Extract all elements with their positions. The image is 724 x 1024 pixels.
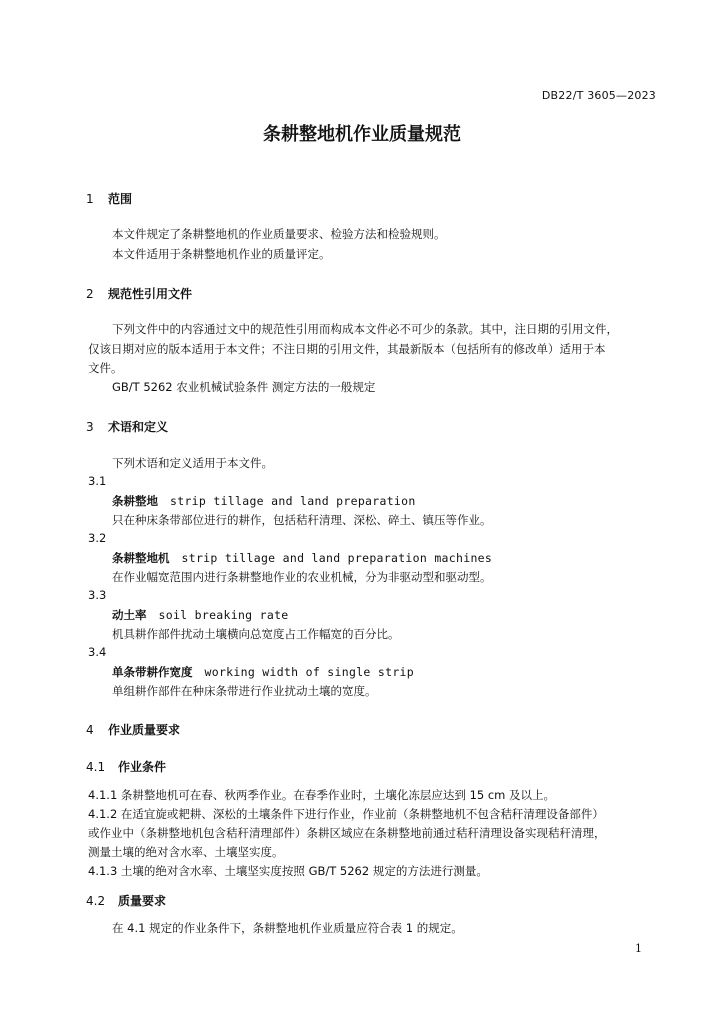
term-number: 3.1 xyxy=(88,474,107,488)
normative-ref-line-1: 下列文件中的内容通过文中的规范性引用而构成本文件必不可少的条款。其中，注日期的引用文件， xyxy=(112,322,618,336)
term-heading xyxy=(112,550,492,566)
term-english: working width of single strip xyxy=(204,665,414,679)
term-definition: 单组耕作部件在种床条带进行作业扰动土壤的宽度。 xyxy=(112,684,377,698)
term-chinese: 条耕整地 xyxy=(112,494,158,508)
term-definition: 机具耕作部件扰动土壤横向总宽度占工作幅宽的百分比。 xyxy=(112,627,400,641)
section-title: 范围 xyxy=(108,192,133,206)
quality-requirement-paragraph: 在 4.1 规定的作业条件下，条耕整地机作业质量应符合表 1 的规定。 xyxy=(112,921,463,935)
page-number: 1 xyxy=(635,942,642,955)
section-number: 4 xyxy=(86,723,94,737)
scope-paragraph-1: 本文件规定了条耕整地机的作业质量要求、检验方法和检验规则。 xyxy=(112,227,446,241)
reference-document: GB/T 5262 农业机械试验条件 测定方法的一般规定 xyxy=(112,380,376,394)
term-number: 3.4 xyxy=(88,645,107,659)
clause-4-1-2-line-2: 或作业中（条耕整地机包含秸秆清理部件）条耕区域应在条耕整地前通过秸秆清理设备实现秸秆清理， xyxy=(88,826,606,840)
term-english: strip tillage and land preparation machines xyxy=(181,551,493,565)
term-heading xyxy=(112,493,416,509)
document-title: 条耕整地机作业质量规范 xyxy=(263,124,461,145)
term-definition: 在作业幅宽范围内进行条耕整地作业的农业机械，分为非驱动型和驱动型。 xyxy=(112,570,492,584)
section-title: 术语和定义 xyxy=(108,420,169,434)
clause-4-1-2-line-3: 测量土壤的绝对含水率、土壤坚实度。 xyxy=(88,845,284,859)
term-chinese: 条耕整地机 xyxy=(112,551,170,565)
subsection-title: 质量要求 xyxy=(118,894,167,908)
section-title: 规范性引用文件 xyxy=(108,287,193,301)
section-number: 3 xyxy=(86,420,94,434)
clause-4-1-2-line-1: 4.1.2 在适宜旋或耙耕、深松的土壤条件下进行作业，作业前（条耕整地机不包含秸秆清理设备部件） xyxy=(88,807,604,821)
term-definition: 只在种床条带部位进行的耕作，包括秸秆清理、深松、碎土、镇压等作业。 xyxy=(112,513,492,527)
subsection-title: 作业条件 xyxy=(118,760,167,774)
term-number: 3.3 xyxy=(88,588,107,602)
terms-intro: 下列术语和定义适用于本文件。 xyxy=(112,456,273,470)
term-number: 3.2 xyxy=(88,531,107,545)
standard-number: DB22/T 3605—2023 xyxy=(541,89,656,102)
section-1-heading xyxy=(86,190,132,207)
subsection-number: 4.1 xyxy=(86,760,106,774)
term-chinese: 动土率 xyxy=(112,608,147,622)
section-4-heading xyxy=(86,721,180,738)
section-2-heading xyxy=(86,285,192,302)
section-number: 2 xyxy=(86,287,94,301)
section-3-heading xyxy=(86,418,168,435)
term-chinese: 单条带耕作宽度 xyxy=(112,665,193,679)
term-english: soil breaking rate xyxy=(158,608,289,622)
subsection-4-1-heading xyxy=(86,758,166,775)
subsection-4-2-heading xyxy=(86,892,166,909)
scope-paragraph-2: 本文件适用于条耕整地机作业的质量评定。 xyxy=(112,247,331,261)
section-title: 作业质量要求 xyxy=(108,723,181,737)
normative-ref-line-2: 仅该日期对应的版本适用于本文件；不注日期的引用文件，其最新版本（包括所有的修改单）适用于本 xyxy=(88,342,606,356)
normative-ref-line-3: 文件。 xyxy=(88,361,123,375)
term-english: strip tillage and land preparation xyxy=(170,494,416,508)
clause-4-1-3: 4.1.3 土壤的绝对含水率、土壤坚实度按照 GB/T 5262 规定的方法进行测量。 xyxy=(88,864,488,878)
clause-4-1-1: 4.1.1 条耕整地机可在春、秋两季作业。在春季作业时，土壤化冻层应达到 15 cm 及以上。 xyxy=(88,788,556,802)
term-heading xyxy=(112,607,289,623)
subsection-number: 4.2 xyxy=(86,894,106,908)
term-heading xyxy=(112,664,414,680)
section-number: 1 xyxy=(86,192,94,206)
